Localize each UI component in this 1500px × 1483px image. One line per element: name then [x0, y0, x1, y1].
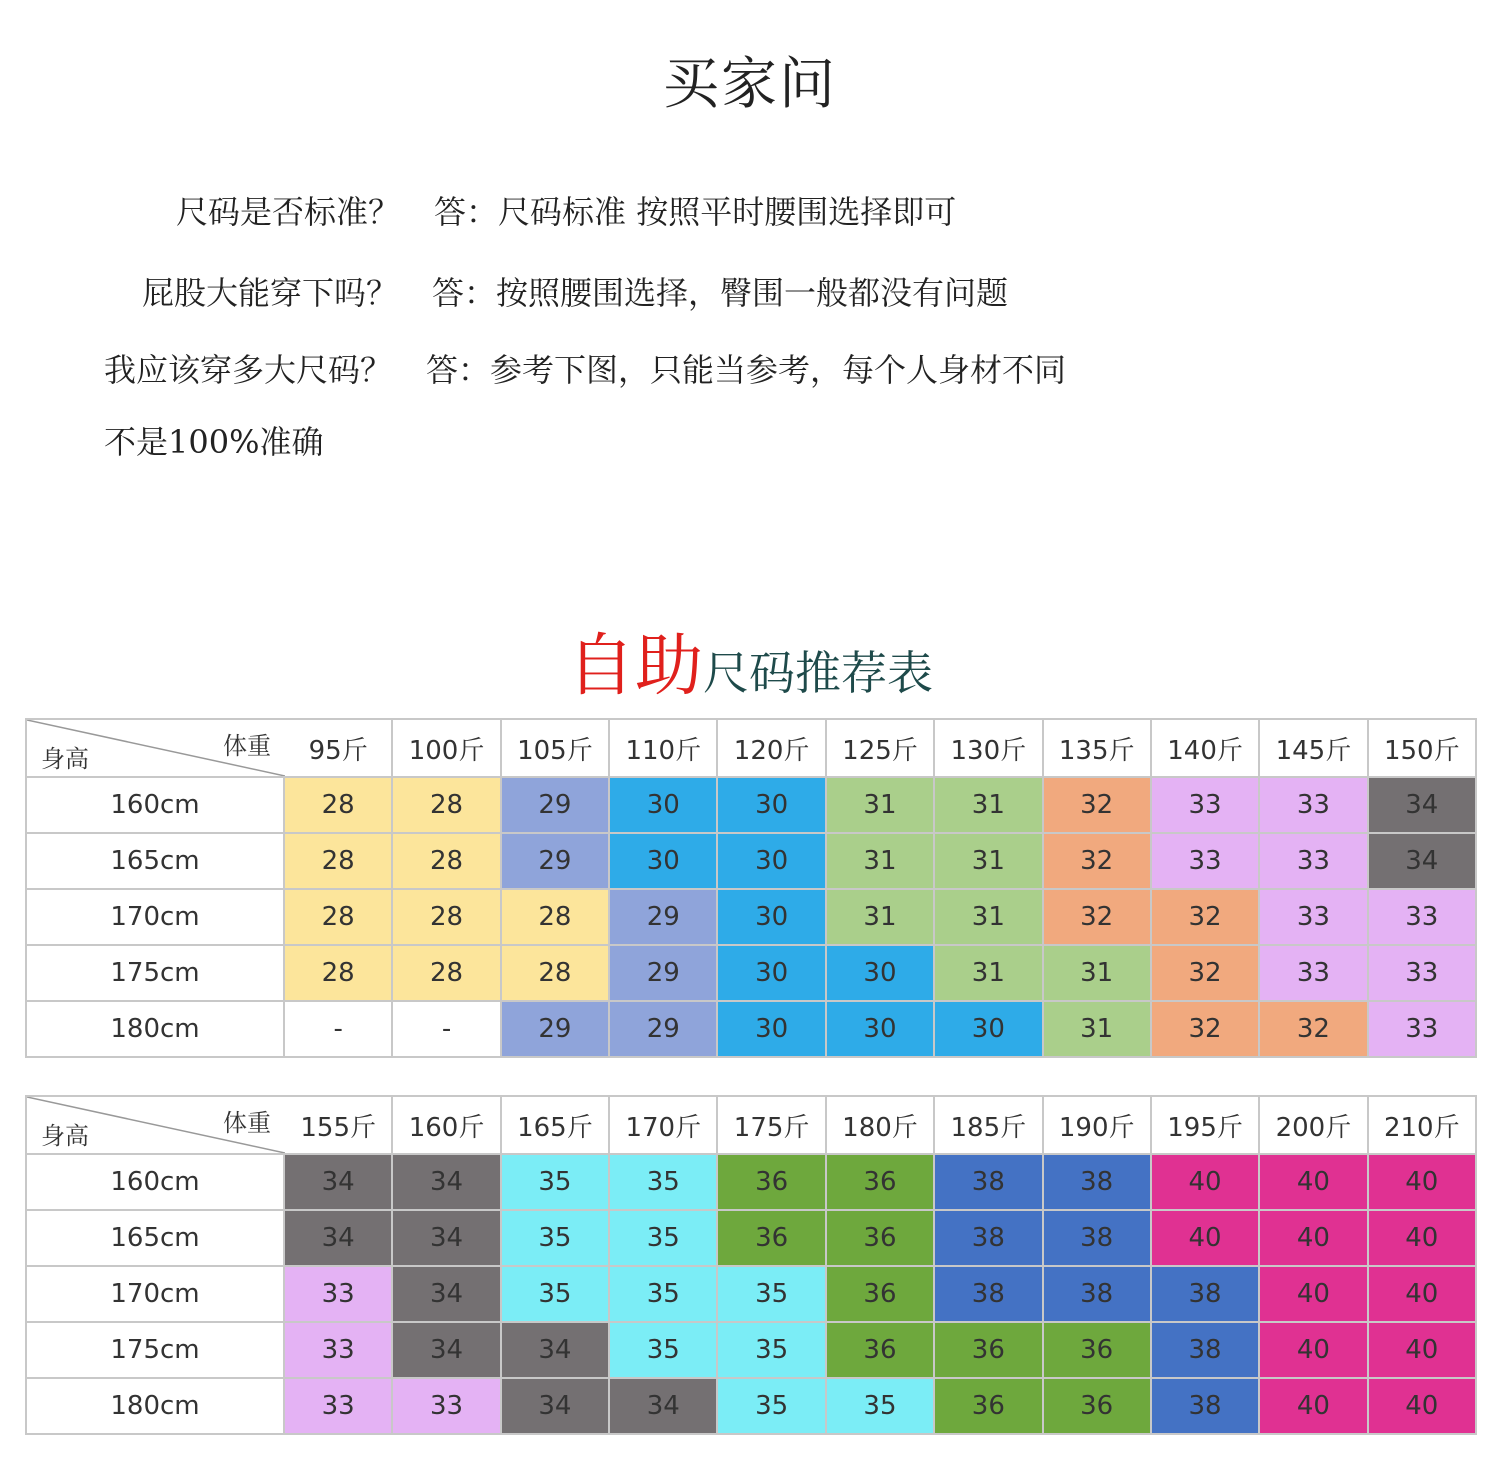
size-cell: 35 [717, 1322, 825, 1378]
weight-column-header: 195斤 [1151, 1096, 1259, 1154]
height-label: 身高 [41, 1122, 89, 1150]
table-row [26, 1154, 1476, 1210]
size-cell: 33 [1368, 945, 1476, 1001]
height-row-header: 170cm [26, 889, 284, 945]
size-cell: 29 [501, 1001, 609, 1057]
weight-column-header: 140斤 [1151, 719, 1259, 777]
height-row-header: 160cm [26, 777, 284, 833]
faq-answer: 答：尺码标准 按照平时腰围选择即可 [434, 193, 957, 231]
size-cell: 31 [934, 945, 1042, 1001]
size-cell: 32 [1043, 777, 1151, 833]
weight-label: 体重 [223, 732, 271, 760]
weight-column-header: 130斤 [934, 719, 1042, 777]
weight-column-header: 210斤 [1368, 1096, 1476, 1154]
size-cell: 38 [934, 1210, 1042, 1266]
size-cell: - [392, 1001, 500, 1057]
size-cell: 33 [392, 1378, 500, 1434]
size-cell: 40 [1259, 1210, 1367, 1266]
weight-column-header: 110斤 [609, 719, 717, 777]
size-cell: 35 [501, 1210, 609, 1266]
size-cell: 30 [717, 889, 825, 945]
size-cell: 33 [1368, 1001, 1476, 1057]
weight-column-header: 185斤 [934, 1096, 1042, 1154]
size-table-1 [25, 718, 1477, 1058]
size-cell: 40 [1259, 1378, 1367, 1434]
faq-answer: 答：按照腰围选择，臀围一般都没有问题 [432, 274, 1009, 312]
size-cell: 31 [1043, 945, 1151, 1001]
weight-column-header: 145斤 [1259, 719, 1367, 777]
size-cell: 30 [717, 1001, 825, 1057]
size-cell: 30 [934, 1001, 1042, 1057]
size-cell: 30 [717, 945, 825, 1001]
size-cell: 32 [1151, 889, 1259, 945]
size-cell: 28 [392, 777, 500, 833]
size-cell: 29 [501, 777, 609, 833]
size-cell: 35 [609, 1210, 717, 1266]
faq-note: 不是100%准确 [104, 423, 324, 461]
size-cell: 36 [934, 1378, 1042, 1434]
size-cell: 29 [501, 833, 609, 889]
size-cell: 38 [1043, 1210, 1151, 1266]
faq-question: 我应该穿多大尺码？ [104, 351, 393, 389]
size-cell: 34 [284, 1210, 392, 1266]
height-row-header: 170cm [26, 1266, 284, 1322]
size-cell: 31 [1043, 1001, 1151, 1057]
size-cell: 28 [501, 889, 609, 945]
size-cell: 33 [284, 1322, 392, 1378]
size-cell: 36 [717, 1154, 825, 1210]
size-cell: 38 [1151, 1266, 1259, 1322]
size-cell: 35 [609, 1322, 717, 1378]
size-cell: 38 [1043, 1266, 1151, 1322]
weight-column-header: 95斤 [284, 719, 392, 777]
size-cell: 32 [1151, 1001, 1259, 1057]
size-cell: 35 [717, 1378, 825, 1434]
size-cell: 36 [934, 1322, 1042, 1378]
size-cell: - [284, 1001, 392, 1057]
size-cell: 40 [1368, 1378, 1476, 1434]
size-cell: 34 [501, 1378, 609, 1434]
size-cell: 31 [826, 889, 934, 945]
size-cell: 33 [1259, 833, 1367, 889]
size-cell: 29 [609, 945, 717, 1001]
size-cell: 38 [934, 1266, 1042, 1322]
size-cell: 31 [826, 777, 934, 833]
weight-column-header: 165斤 [501, 1096, 609, 1154]
size-cell: 40 [1259, 1266, 1367, 1322]
size-cell: 31 [934, 777, 1042, 833]
size-cell: 28 [284, 945, 392, 1001]
size-cell: 33 [1151, 833, 1259, 889]
size-cell: 40 [1368, 1154, 1476, 1210]
size-cell: 30 [609, 833, 717, 889]
size-cell: 35 [501, 1154, 609, 1210]
size-cell: 29 [609, 889, 717, 945]
weight-column-header: 135斤 [1043, 719, 1151, 777]
weight-header-row [26, 719, 1476, 777]
weight-column-header: 120斤 [717, 719, 825, 777]
size-cell: 35 [501, 1266, 609, 1322]
size-cell: 36 [717, 1210, 825, 1266]
weight-header-row [26, 1096, 1476, 1154]
size-cell: 30 [609, 777, 717, 833]
size-cell: 28 [392, 889, 500, 945]
size-cell: 32 [1043, 889, 1151, 945]
size-cell: 40 [1259, 1154, 1367, 1210]
table-row [26, 1210, 1476, 1266]
size-cell: 34 [392, 1210, 500, 1266]
size-cell: 40 [1368, 1210, 1476, 1266]
size-cell: 34 [1368, 833, 1476, 889]
height-row-header: 160cm [26, 1154, 284, 1210]
size-cell: 40 [1368, 1266, 1476, 1322]
height-label: 身高 [41, 745, 89, 773]
size-cell: 35 [717, 1266, 825, 1322]
size-cell: 36 [1043, 1322, 1151, 1378]
size-cell: 33 [1259, 945, 1367, 1001]
size-cell: 40 [1368, 1322, 1476, 1378]
size-cell: 35 [609, 1266, 717, 1322]
size-cell: 30 [717, 833, 825, 889]
table-row [26, 1001, 1476, 1057]
size-cell: 33 [1368, 889, 1476, 945]
size-cell: 36 [1043, 1378, 1151, 1434]
size-cell: 32 [1151, 945, 1259, 1001]
weight-column-header: 125斤 [826, 719, 934, 777]
weight-column-header: 100斤 [392, 719, 500, 777]
table-row [26, 1266, 1476, 1322]
faq-item-1 [176, 192, 956, 232]
size-cell: 36 [826, 1210, 934, 1266]
size-cell: 32 [1259, 1001, 1367, 1057]
size-cell: 34 [392, 1322, 500, 1378]
size-chart-title-highlight: 自助 [566, 627, 703, 706]
size-cell: 38 [1151, 1378, 1259, 1434]
size-cell: 36 [826, 1154, 934, 1210]
size-cell: 34 [501, 1322, 609, 1378]
table-row [26, 777, 1476, 833]
size-cell: 38 [1043, 1154, 1151, 1210]
faq-item-4 [104, 422, 324, 462]
size-cell: 34 [392, 1266, 500, 1322]
size-cell: 32 [1043, 833, 1151, 889]
size-cell: 33 [284, 1378, 392, 1434]
size-cell: 28 [284, 889, 392, 945]
faq-question: 尺码是否标准？ [176, 193, 401, 231]
weight-column-header: 150斤 [1368, 719, 1476, 777]
weight-column-header: 190斤 [1043, 1096, 1151, 1154]
weight-column-header: 105斤 [501, 719, 609, 777]
table-row [26, 889, 1476, 945]
height-row-header: 180cm [26, 1001, 284, 1057]
size-cell: 29 [609, 1001, 717, 1057]
weight-column-header: 175斤 [717, 1096, 825, 1154]
height-row-header: 175cm [26, 1322, 284, 1378]
size-cell: 28 [392, 945, 500, 1001]
table-row [26, 1378, 1476, 1434]
size-cell: 31 [826, 833, 934, 889]
size-cell: 40 [1259, 1322, 1367, 1378]
faq-item-3 [104, 350, 1066, 390]
size-cell: 34 [392, 1154, 500, 1210]
size-cell: 28 [284, 833, 392, 889]
size-cell: 33 [1259, 889, 1367, 945]
size-cell: 38 [1151, 1322, 1259, 1378]
table-row [26, 945, 1476, 1001]
height-row-header: 165cm [26, 1210, 284, 1266]
height-row-header: 175cm [26, 945, 284, 1001]
size-cell: 31 [934, 889, 1042, 945]
size-cell: 28 [501, 945, 609, 1001]
weight-column-header: 155斤 [284, 1096, 392, 1154]
table-row [26, 1322, 1476, 1378]
weight-column-header: 170斤 [609, 1096, 717, 1154]
corner-header [26, 1096, 284, 1154]
size-chart-title-rest: 尺码推荐表 [703, 646, 933, 700]
size-cell: 40 [1151, 1154, 1259, 1210]
size-cell: 36 [826, 1322, 934, 1378]
size-cell: 28 [284, 777, 392, 833]
weight-label: 体重 [223, 1109, 271, 1137]
corner-header [26, 719, 284, 777]
size-cell: 31 [934, 833, 1042, 889]
size-cell: 34 [1368, 777, 1476, 833]
faq-question: 屁股大能穿下吗？ [142, 274, 399, 312]
size-cell: 40 [1151, 1210, 1259, 1266]
weight-column-header: 160斤 [392, 1096, 500, 1154]
size-table-2 [25, 1095, 1477, 1435]
size-cell: 28 [392, 833, 500, 889]
table-row [26, 833, 1476, 889]
size-cell: 35 [826, 1378, 934, 1434]
size-cell: 34 [284, 1154, 392, 1210]
weight-column-header: 200斤 [1259, 1096, 1367, 1154]
size-cell: 33 [1259, 777, 1367, 833]
weight-column-header: 180斤 [826, 1096, 934, 1154]
faq-item-2 [142, 273, 1008, 313]
size-cell: 36 [826, 1266, 934, 1322]
size-cell: 30 [826, 1001, 934, 1057]
page-title: 买家问 [663, 52, 837, 117]
size-cell: 33 [284, 1266, 392, 1322]
height-row-header: 165cm [26, 833, 284, 889]
size-cell: 38 [934, 1154, 1042, 1210]
size-cell: 30 [826, 945, 934, 1001]
size-cell: 35 [609, 1154, 717, 1210]
faq-answer: 答：参考下图，只能当参考，每个人身材不同 [426, 351, 1067, 389]
size-cell: 30 [717, 777, 825, 833]
size-chart-title [0, 612, 1500, 709]
size-cell: 33 [1151, 777, 1259, 833]
size-cell: 34 [609, 1378, 717, 1434]
height-row-header: 180cm [26, 1378, 284, 1434]
